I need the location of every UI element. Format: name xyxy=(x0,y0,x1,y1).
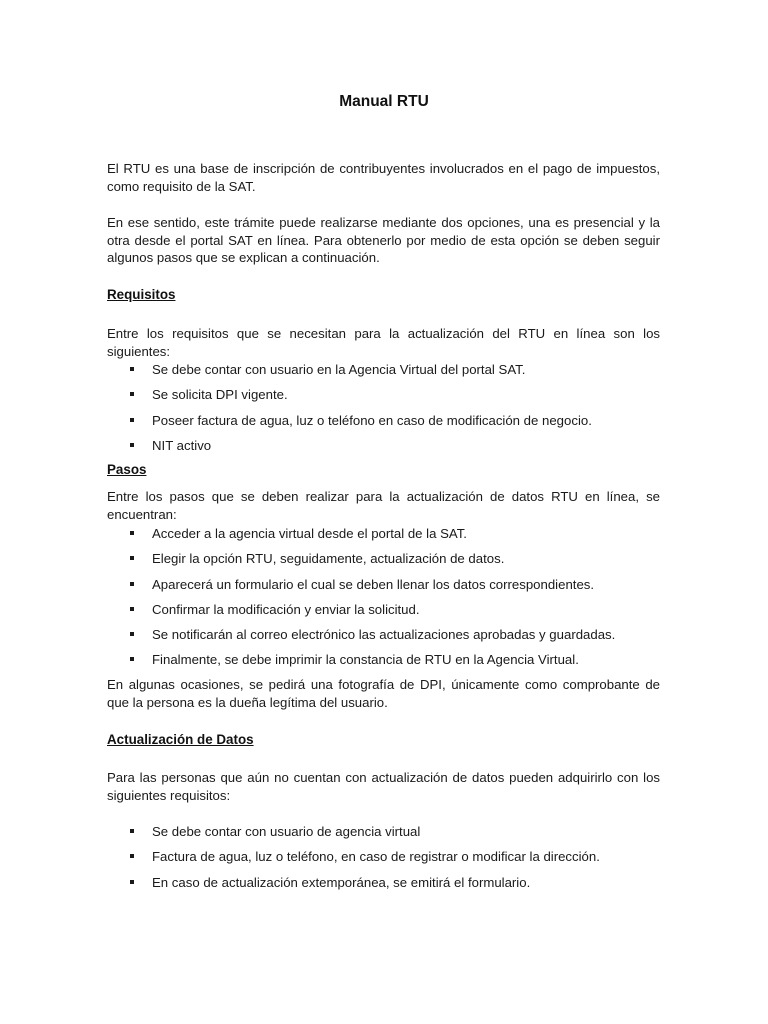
square-bullet-icon xyxy=(130,556,134,560)
square-bullet-icon xyxy=(130,657,134,661)
list-item xyxy=(107,601,660,618)
pasos-note: En algunas ocasiones, se pedirá una fotografía de DPI, únicamente como comprobante de que la persona es la dueña legítima del usuario. xyxy=(107,677,660,710)
list-item xyxy=(107,874,660,891)
list-item-text: Acceder a la agencia virtual desde el portal de la SAT. xyxy=(152,526,467,541)
intro-paragraph-2: En ese sentido, este trámite puede realizarse mediante dos opciones, una es presencial y la otra desde el portal SAT en línea. Para obtenerlo por medio de esta opción se deben seguir algunos pasos que se explican a continuación. xyxy=(107,215,660,265)
list-item xyxy=(107,626,660,643)
square-bullet-icon xyxy=(130,392,134,396)
list-item-text: Se notificarán al correo electrónico las actualizaciones aprobadas y guardadas. xyxy=(152,627,616,643)
square-bullet-icon xyxy=(130,854,134,858)
list-item xyxy=(107,361,660,378)
actualizacion-heading: Actualización de Datos xyxy=(107,732,254,747)
list-item-text: Elegir la opción RTU, seguidamente, actualización de datos. xyxy=(152,551,505,567)
list-item-text: Factura de agua, luz o teléfono, en caso de registrar o modificar la dirección. xyxy=(152,849,600,865)
square-bullet-icon xyxy=(130,443,134,447)
list-item-text: Poseer factura de agua, luz o teléfono en caso de modificación de negocio. xyxy=(152,412,592,428)
requisitos-lead: Entre los requisitos que se necesitan para la actualización del RTU en línea son los siguientes: xyxy=(107,326,660,359)
requisitos-heading: Requisitos xyxy=(107,287,176,302)
square-bullet-icon xyxy=(130,531,134,535)
list-item xyxy=(107,386,660,403)
actualizacion-list xyxy=(107,823,660,899)
list-item-text: En caso de actualización extemporánea, se emitirá el formulario. xyxy=(152,874,531,890)
list-item xyxy=(107,823,660,840)
requisitos-list xyxy=(107,361,660,462)
list-item-text: Se debe contar con usuario de agencia virtual xyxy=(152,824,421,839)
list-item xyxy=(107,651,660,668)
list-item-text: Aparecerá un formulario el cual se deben llenar los datos correspondientes. xyxy=(152,576,595,592)
actualizacion-lead: Para las personas que aún no cuentan con actualización de datos pueden adquirirlo con los siguientes requisitos: xyxy=(107,770,660,803)
pasos-list xyxy=(107,525,660,677)
pasos-lead: Entre los pasos que se deben realizar para la actualización de datos RTU en línea, se encuentran: xyxy=(107,489,660,522)
list-item xyxy=(107,525,660,542)
square-bullet-icon xyxy=(130,367,134,371)
list-item-text: NIT activo xyxy=(152,437,212,453)
square-bullet-icon xyxy=(130,632,134,636)
square-bullet-icon xyxy=(130,607,134,611)
square-bullet-icon xyxy=(130,418,134,422)
square-bullet-icon xyxy=(130,880,134,884)
list-item xyxy=(107,550,660,567)
list-item-text: Confirmar la modificación y enviar la solicitud. xyxy=(152,601,420,617)
list-item xyxy=(107,576,660,593)
list-item xyxy=(107,437,660,454)
list-item xyxy=(107,412,660,429)
pasos-heading: Pasos xyxy=(107,462,147,477)
list-item xyxy=(107,848,660,865)
square-bullet-icon xyxy=(130,582,134,586)
square-bullet-icon xyxy=(130,829,134,833)
list-item-text: Se solicita DPI vigente. xyxy=(152,387,288,403)
list-item-text: Finalmente, se debe imprimir la constancia de RTU en la Agencia Virtual. xyxy=(152,652,579,668)
document-title: Manual RTU xyxy=(339,93,429,110)
intro-paragraph-1: El RTU es una base de inscripción de contribuyentes involucrados en el pago de impuestos, como requisito de la SAT. xyxy=(107,161,660,194)
list-item-text: Se debe contar con usuario en la Agencia Virtual del portal SAT. xyxy=(152,362,526,377)
